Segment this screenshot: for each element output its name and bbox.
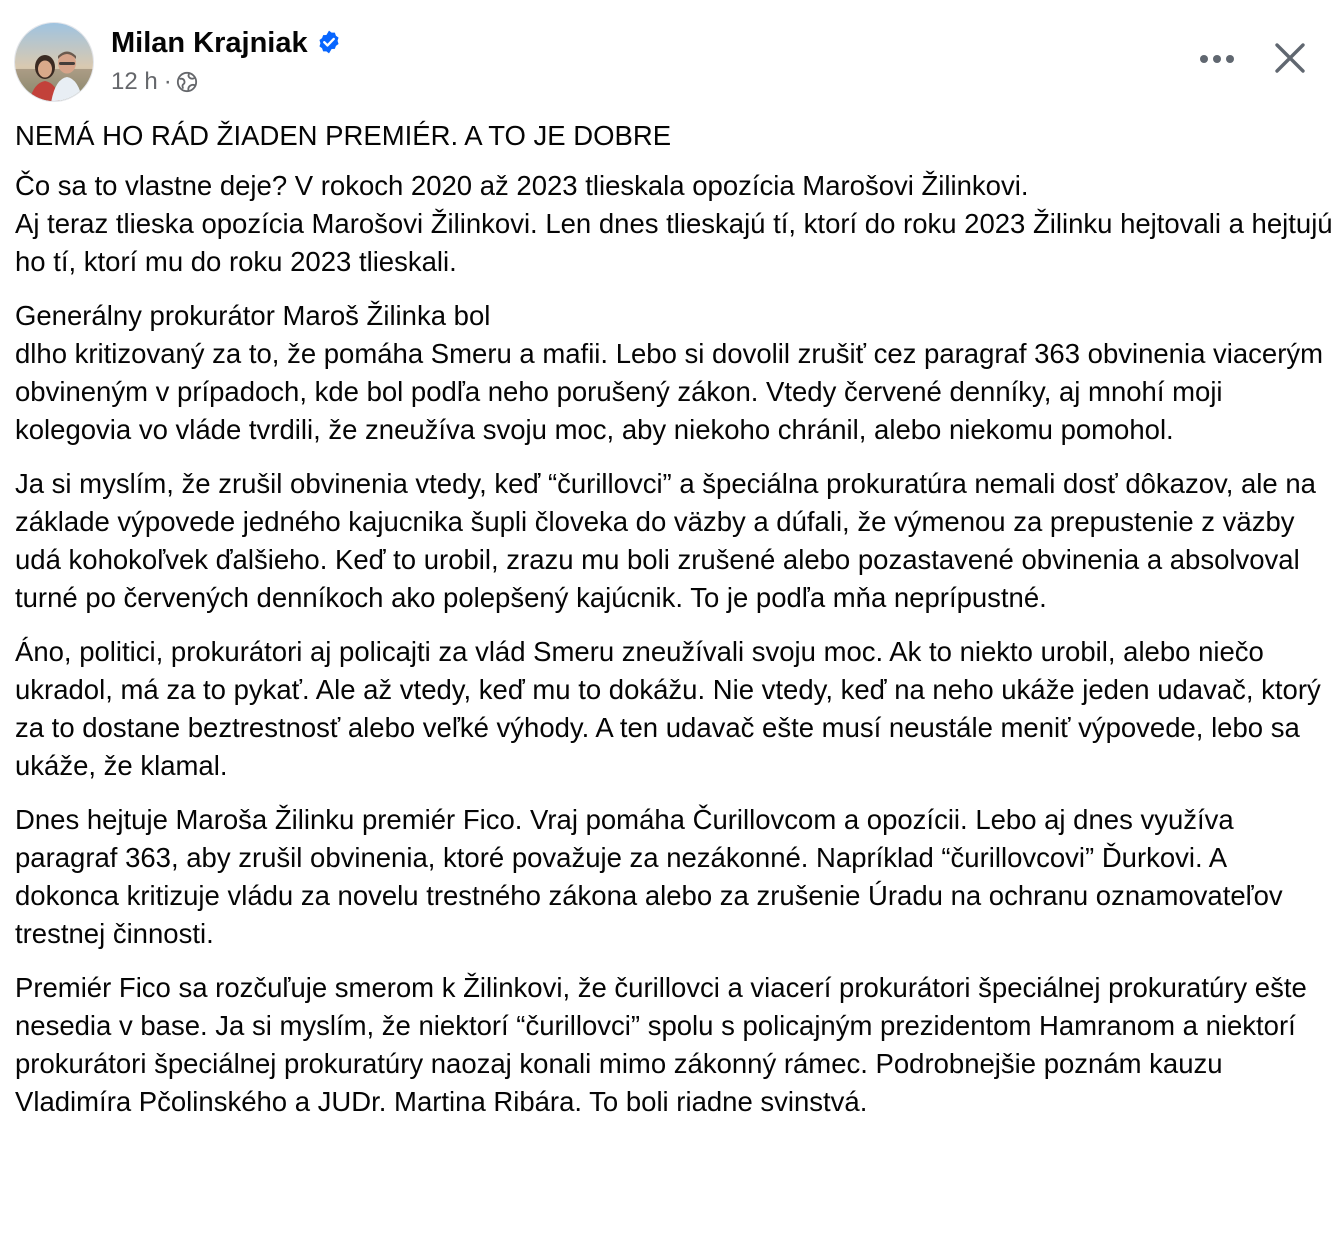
paragraph-2-line-2: dlho kritizovaný za to, že pomáha Smeru a mafii. Lebo si dovolil zrušiť cez paragraf 363 obvinenia viacerým obvineným v prípadoch, kde bol podľa neho porušený zákon. Vtedy červené denníky, aj mnohí moji kolegovia vo vláde tvrdili, že zneužíva svoju moc, aby niekoho chránil, alebo niekomu pomohol. [15,338,1324,445]
more-options-button[interactable] [1196,44,1240,74]
post-paragraph-4: Áno, politici, prokurátori aj policajti za vlád Smeru zneužívali svoju moc. Ak to niekto urobil, alebo niečo ukradol, má za to pykať. Ale až vtedy, keď mu to dokážu. Nie vtedy, keď na neho ukáže jeden udavač, ktorý za to dostane beztrestnosť alebo veľké výhody. A ten udavač ešte musí neustále meniť výpovede, lebo sa ukáže, že klamal. [15,636,1321,781]
post-paragraph-3: Ja si myslím, že zrušil obvinenia vtedy, keď “čurillovci” a špeciálna prokuratúra nemali dosť dôkazov, ale na základe výpovede jedného kajucnika šupli človeka do väzby a dúfali, že výmenou za prepustenie z väzby udá kohokoľvek ďalšieho. Keď to urobil, zrazu mu boli zrušené alebo pozastavené obvinenia a absolvoval turné po červených denníkoch ako polepšený kajúcnik. To je podľa mňa neprípustné. [15,468,1316,613]
more-horizontal-icon [1196,44,1240,74]
author-name[interactable]: Milan Krajniak [111,27,308,59]
post-title: NEMÁ HO RÁD ŽIADEN PREMIÉR. A TO JE DOBRE [15,120,672,151]
post-timestamp[interactable]: 12 h [111,68,158,95]
post-paragraph-2 [15,297,1337,449]
close-icon [1270,38,1310,78]
profile-photo [15,23,94,102]
post-paragraph-6: Premiér Fico sa rozčuľuje smerom k Žilinkovi, že čurillovci a viacerí prokurátori špeciálnej prokuratúry ešte nesedia v base. Ja si myslím, že niektorí “čurillovci” spolu s policajným prezidentom Hamranom a niektorí prokurátori špeciálnej prokuratúry naozaj konali mimo zákonný rámec. Podrobnejšie poznám kauzu Vladimíra Pčolinského a JUDr. Martina Ribára. To boli riadne svinstvá. [15,972,1307,1117]
post-paragraph-5: Dnes hejtuje Maroša Žilinku premiér Fico. Vraj pomáha Čurillovcom a opozícii. Lebo aj dnes využíva paragraf 363, aby zrušil obvinenia, ktoré považuje za nezákonné. Napríklad “čurillovcovi” Ďurkovi. A dokonca kritizuje vládu za novelu trestného zákona alebo za zrušenie Úradu na ochranu oznamovateľov trestnej činnosti. [15,804,1283,949]
post-header [14,22,1330,102]
verified-badge-icon [316,28,342,54]
paragraph-2-line-1: Generálny prokurátor Maroš Žilinka bol [15,300,491,331]
author-name-row [111,25,342,61]
paragraph-1-line-2: Aj teraz tlieska opozícia Marošovi Žilinkovi. Len dnes tlieskajú tí, ktorí do roku 2023 Žilinku hejtovali a hejtujú ho tí, ktorí mu do roku 2023 tlieskali. [15,208,1333,277]
close-button[interactable] [1270,38,1310,78]
paragraph-1-line-1: Čo sa to vlastne deje? V rokoch 2020 až 2023 tlieskala opozícia Marošovi Žilinkovi. [15,170,1029,201]
globe-icon[interactable] [176,70,198,92]
post-text [15,117,1337,1137]
avatar[interactable] [14,22,94,102]
post-meta [111,66,198,98]
post-paragraph-1 [15,167,1337,281]
meta-separator: · [163,68,172,95]
